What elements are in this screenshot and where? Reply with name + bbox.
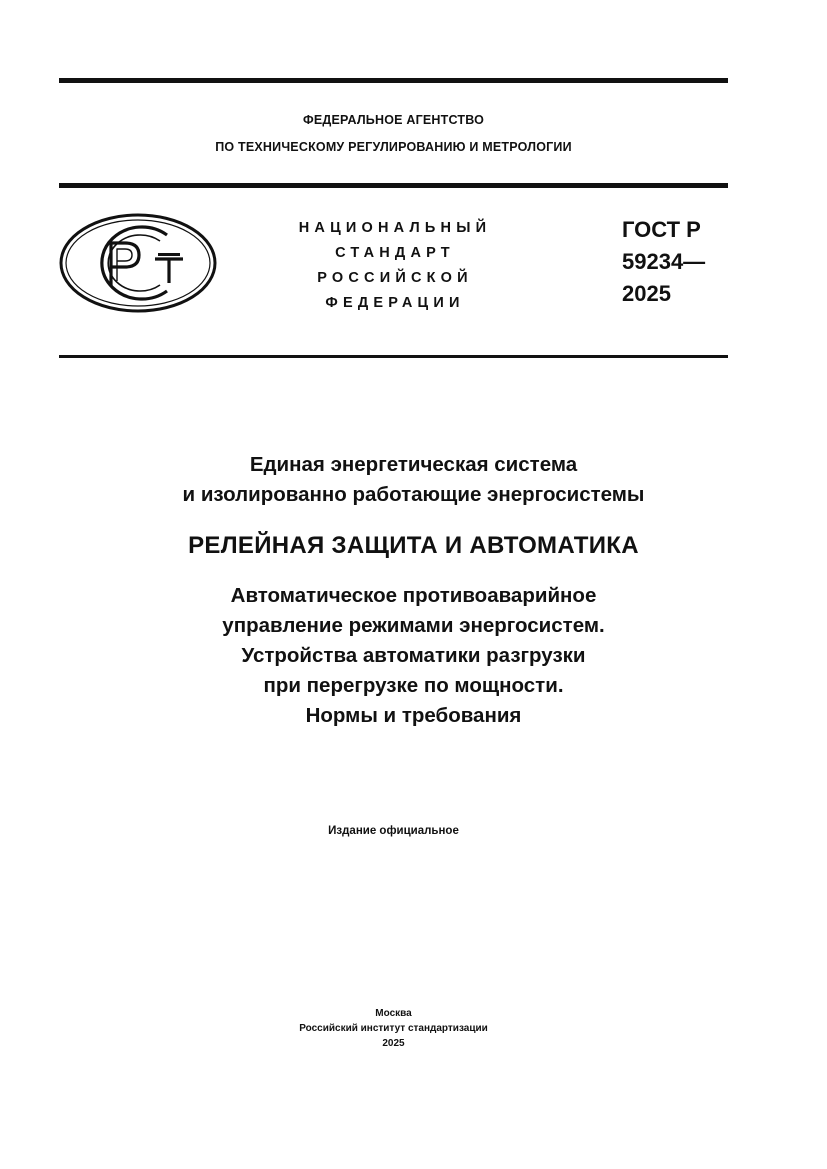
agency-name-line2: ПО ТЕХНИЧЕСКОМУ РЕГУЛИРОВАНИЮ И МЕТРОЛОГИИ	[215, 140, 572, 154]
standard-type-line: РОССИЙСКОЙ	[317, 270, 473, 286]
standard-type-line: СТАНДАРТ	[335, 245, 455, 261]
subtitle-line: Автоматическое противоаварийное	[230, 584, 597, 607]
standard-type-line: НАЦИОНАЛЬНЫЙ	[298, 220, 492, 236]
edition-label: Издание официальное	[328, 825, 459, 837]
standard-type-line: ФЕДЕРАЦИИ	[325, 295, 465, 311]
designation-line3: 2025	[622, 281, 671, 306]
imprint-publisher: Российский институт стандартизации	[299, 1023, 488, 1034]
bottom-rule	[59, 355, 728, 358]
designation-line1: ГОСТ Р	[622, 217, 701, 242]
rst-certification-mark-icon	[59, 213, 217, 313]
middle-rule	[59, 183, 728, 188]
subtitle-line: Устройства автоматики разгрузки	[241, 644, 586, 667]
series-title	[40, 450, 787, 510]
standard-designation	[622, 214, 705, 310]
imprint	[59, 1006, 728, 1051]
subtitle-line: Нормы и требования	[305, 704, 522, 727]
series-title-line1: Единая энергетическая система	[249, 453, 578, 476]
imprint-city: Москва	[375, 1008, 412, 1019]
top-rule	[59, 78, 728, 83]
imprint-year: 2025	[382, 1038, 405, 1049]
standard-type	[270, 216, 520, 316]
subtitle	[40, 581, 787, 731]
main-title: РЕЛЕЙНАЯ ЗАЩИТА И АВТОМАТИКА	[188, 532, 639, 559]
subtitle-line: при перегрузке по мощности.	[263, 674, 564, 697]
subtitle-line: управление режимами энергосистем.	[222, 614, 605, 637]
series-title-line2: и изолированно работающие энергосистемы	[182, 483, 645, 506]
agency-name-line1: ФЕДЕРАЛЬНОЕ АГЕНТСТВО	[302, 113, 485, 127]
designation-line2: 59234—	[622, 249, 706, 274]
